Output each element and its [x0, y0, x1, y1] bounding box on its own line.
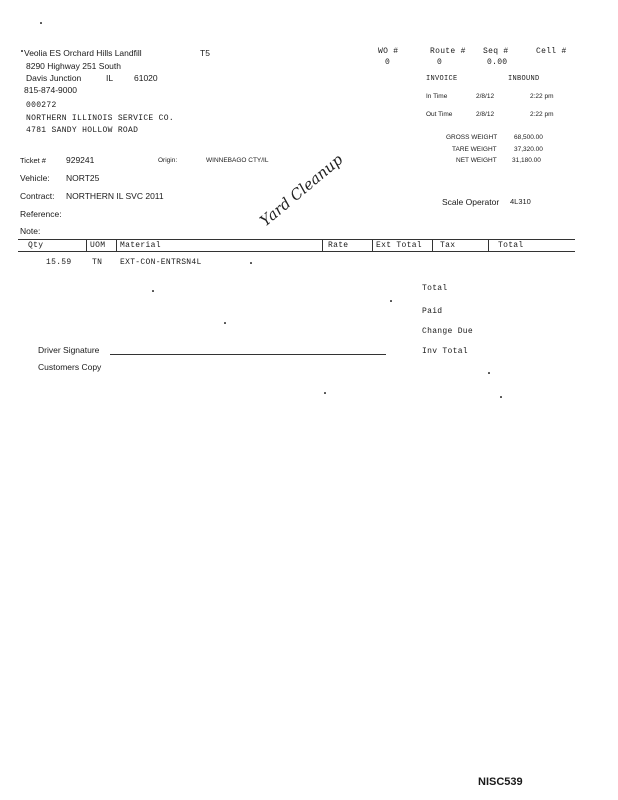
- col-header-tax: Tax: [440, 241, 456, 250]
- col-header-total: Total: [498, 241, 524, 250]
- scan-speck: [152, 290, 154, 292]
- scan-speck: [250, 262, 252, 264]
- vehicle-label: Vehicle:: [20, 173, 50, 183]
- scan-speck: [21, 50, 23, 52]
- total-label: Total: [422, 284, 448, 293]
- in-time-label: In Time: [426, 93, 448, 100]
- in-date: 2/8/12: [476, 93, 495, 100]
- company-phone: 815-874-9000: [24, 85, 77, 95]
- table-divider: [488, 240, 489, 251]
- net-weight-value: 31,180.00: [512, 157, 541, 164]
- contract-label: Contract:: [20, 191, 55, 201]
- ticket-label: Ticket #: [20, 156, 46, 165]
- col-header-qty: Qty: [28, 241, 44, 250]
- handwritten-note: Yard Cleanup: [256, 150, 347, 230]
- company-name: Veolia ES Orchard Hills Landfill: [24, 48, 142, 58]
- table-header-rule: [18, 251, 575, 252]
- scan-speck: [488, 372, 490, 374]
- table-divider: [322, 240, 323, 251]
- customer-name: NORTHERN ILLINOIS SERVICE CO.: [26, 114, 174, 123]
- scan-speck: [324, 392, 326, 394]
- scale-operator-value: 4L310: [510, 197, 531, 206]
- vehicle-value: NORT25: [66, 173, 100, 183]
- origin-value: WINNEBAGO CTY/IL: [206, 157, 269, 164]
- paid-label: Paid: [422, 307, 443, 316]
- inv-total-label: Inv Total: [422, 347, 468, 356]
- gross-weight-value: 68,500.00: [514, 134, 543, 141]
- tare-weight-label: TARE WEIGHT: [452, 146, 497, 153]
- company-address: 8290 Highway 251 South: [26, 61, 121, 71]
- ticket-number: 929241: [66, 155, 95, 165]
- col-header-rate: Rate: [328, 241, 349, 250]
- col-header-ext-total: Ext Total: [376, 241, 422, 250]
- table-divider: [372, 240, 373, 251]
- signature-line: [110, 354, 386, 355]
- origin-label: Origin:: [158, 157, 178, 164]
- cell-label: Cell #: [536, 47, 567, 56]
- invoice-direction: INBOUND: [508, 75, 540, 83]
- scan-speck: [40, 22, 42, 24]
- seq-label: Seq #: [483, 47, 509, 56]
- wo-value: 0: [385, 58, 391, 67]
- in-clock: 2:22 pm: [530, 93, 554, 100]
- company-city: Davis Junction: [26, 73, 82, 83]
- invoice-label: INVOICE: [426, 75, 458, 83]
- table-top-rule: [18, 239, 575, 240]
- contract-value: NORTHERN IL SVC 2011: [66, 191, 164, 201]
- reference-label: Reference:: [20, 209, 62, 219]
- driver-signature-label: Driver Signature: [38, 345, 100, 355]
- row-material: EXT-CON-ENTRSN4L: [120, 258, 202, 267]
- out-clock: 2:22 pm: [530, 111, 554, 118]
- out-date: 2/8/12: [476, 111, 495, 118]
- change-due-label: Change Due: [422, 327, 474, 336]
- row-uom: TN: [92, 258, 103, 267]
- bates-number: NISC539: [478, 776, 523, 788]
- customer-address: 4781 SANDY HOLLOW ROAD: [26, 126, 139, 135]
- col-header-material: Material: [120, 241, 161, 250]
- wo-label: WO #: [378, 47, 399, 56]
- out-time-label: Out Time: [426, 111, 453, 118]
- company-zip: 61020: [134, 73, 158, 83]
- customer-number: 000272: [26, 101, 57, 110]
- gross-weight-label: GROSS WEIGHT: [446, 134, 498, 141]
- col-header-uom: UOM: [90, 241, 106, 250]
- note-label: Note:: [20, 226, 41, 236]
- table-divider: [116, 240, 117, 251]
- company-state: IL: [106, 73, 114, 83]
- customers-copy-label: Customers Copy: [38, 362, 102, 372]
- net-weight-label: NET WEIGHT: [456, 157, 497, 164]
- ticket-code: T5: [200, 48, 210, 58]
- scale-operator-label: Scale Operator: [442, 197, 500, 207]
- scan-speck: [500, 396, 502, 398]
- scan-speck: [224, 322, 226, 324]
- table-divider: [86, 240, 87, 251]
- row-qty: 15.59: [46, 258, 72, 267]
- route-label: Route #: [430, 47, 466, 56]
- scan-speck: [390, 300, 392, 302]
- tare-weight-value: 37,320.00: [514, 146, 543, 153]
- seq-value: 0.00: [487, 58, 508, 67]
- route-value: 0: [437, 58, 443, 67]
- table-divider: [432, 240, 433, 251]
